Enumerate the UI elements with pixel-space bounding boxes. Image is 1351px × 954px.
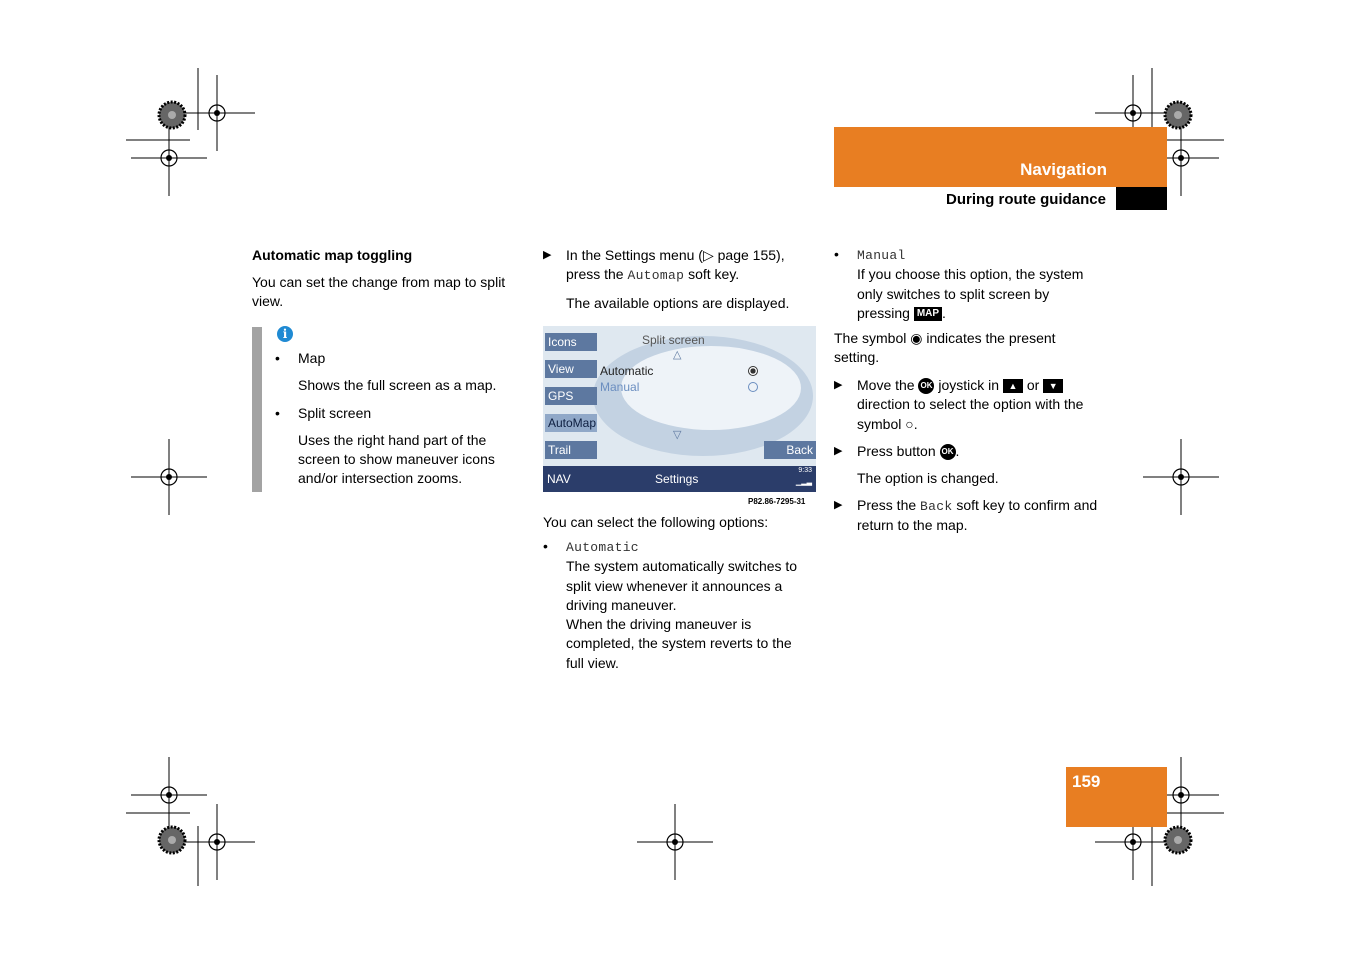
screen-menu-automap: AutoMap [545, 414, 597, 432]
page-number: 159 [1072, 772, 1101, 791]
step-text: Press button [857, 443, 940, 459]
item-desc: Uses the right hand part of the screen to show maneuver icons and/or intersection zooms. [298, 431, 495, 487]
step-text: Move the [857, 377, 919, 393]
screen-menu-trail: Trail [545, 441, 597, 459]
screen-radio-empty-icon [748, 382, 758, 392]
softkey-automap: Automap [627, 268, 685, 284]
split-screen-display [543, 326, 816, 492]
heading-automatic-map-toggling: Automatic map toggling [252, 247, 413, 263]
screen-menu-icons: Icons [545, 333, 597, 351]
screen-title: Split screen [642, 333, 705, 347]
step-text: or [1022, 377, 1044, 393]
screen-menu-view: View [545, 360, 597, 378]
softkey-back: Back [920, 499, 953, 514]
section-title: Navigation [1020, 160, 1107, 179]
step-text: soft key to confirm and return to the map. [857, 497, 1098, 534]
list-item-desc [275, 431, 520, 489]
intro-text: You can set the change from map to split view. [252, 274, 506, 310]
step-text: In the Settings menu ( [566, 247, 703, 263]
step-result: The option is changed. [857, 470, 999, 487]
step-press-ok: ▶ Press button OK . The option is changed. [834, 443, 999, 487]
options-intro: You can select the following options: [543, 514, 769, 530]
list-item-desc [275, 376, 520, 395]
option-automatic-label: Automatic [566, 540, 639, 555]
info-icon: i [277, 326, 293, 342]
page-ref-icon: ▷ [702, 247, 714, 263]
step-text: Press the [857, 497, 921, 513]
screen-up-arrow-icon: △ [673, 349, 682, 361]
radio-selected-icon: ◉ [910, 330, 923, 346]
symbol-text: The symbol [834, 330, 911, 346]
option-manual-label: Manual [857, 248, 906, 263]
symbol-text: indicates the present setting. [834, 330, 1056, 366]
symbol-note [834, 329, 1102, 368]
list-item: • Map [275, 350, 326, 366]
map-key-icon: MAP [914, 307, 942, 321]
option-automatic-desc: The system automatically switches to split view whenever it announces a driving maneuver. [566, 558, 798, 613]
option-manual: • Manual If you choose this option, the system only switches to split screen by pressing MAP . [834, 246, 1084, 321]
item-label: Split screen [298, 404, 372, 421]
screen-down-arrow-icon: ▽ [673, 429, 682, 441]
screen-signal-icon: ▁▂▃ [795, 479, 812, 486]
step-move-joystick: ▶ Move the OK joystick in ▲ or ▼ direction to select the option with the symbol ○. [834, 377, 1084, 432]
info-bar [252, 327, 262, 492]
subsection-title: During route guidance [945, 191, 1106, 208]
ok-button-icon: OK [918, 378, 934, 394]
option-manual-desc: If you choose this option, the system only switches to split screen by pressing [857, 266, 1084, 321]
step-text: direction to select the option with the symbol [857, 396, 1084, 432]
figure-ref-code: P82.86-7295-31 [748, 497, 806, 506]
subsection-marker [1116, 187, 1167, 210]
screen-settings-label: Settings [655, 472, 699, 486]
down-arrow-icon: ▼ [1043, 379, 1063, 393]
step-text: soft key. [684, 266, 740, 283]
screen-option-automatic: Automatic [600, 364, 654, 378]
item-desc: Shows the full screen as a map. [298, 377, 497, 394]
step-press-back: ▶ Press the Back soft key to confirm and return to the map. [834, 497, 1098, 534]
step-result: The available options are displayed. [566, 294, 790, 311]
radio-empty-icon: ○ [905, 415, 914, 432]
screen-option-manual: Manual [600, 380, 640, 394]
screen-time: 9:33 [798, 467, 812, 474]
option-automatic-desc2: When the driving maneuver is completed, the system reverts to the full view. [566, 616, 792, 671]
page-number-box [1066, 767, 1167, 827]
item-label: Map [298, 350, 326, 366]
list-item: • Split screen [275, 404, 372, 421]
screen-menu-gps: GPS [545, 387, 597, 405]
screen-radio-selected-icon [748, 366, 758, 376]
step-text: joystick in [934, 377, 1003, 393]
ok-button-icon: OK [940, 444, 956, 460]
screen-nav: NAV [547, 472, 571, 486]
step-settings: ▶ In the Settings menu (▷ page 155), press the Automap soft key. The available options are displayed. [543, 247, 790, 311]
up-arrow-icon: ▲ [1003, 379, 1023, 393]
step-text: page 155), press the [566, 247, 785, 283]
info-list [275, 349, 520, 489]
option-automatic: • Automatic The system automatically switches to split view whenever it announces a driving maneuver. When the driving maneuver is completed, the system reverts to the full view. [543, 538, 798, 671]
screen-status-bar [543, 466, 816, 492]
section-header-bar [834, 127, 1167, 187]
screen-back-button: Back [764, 441, 816, 459]
